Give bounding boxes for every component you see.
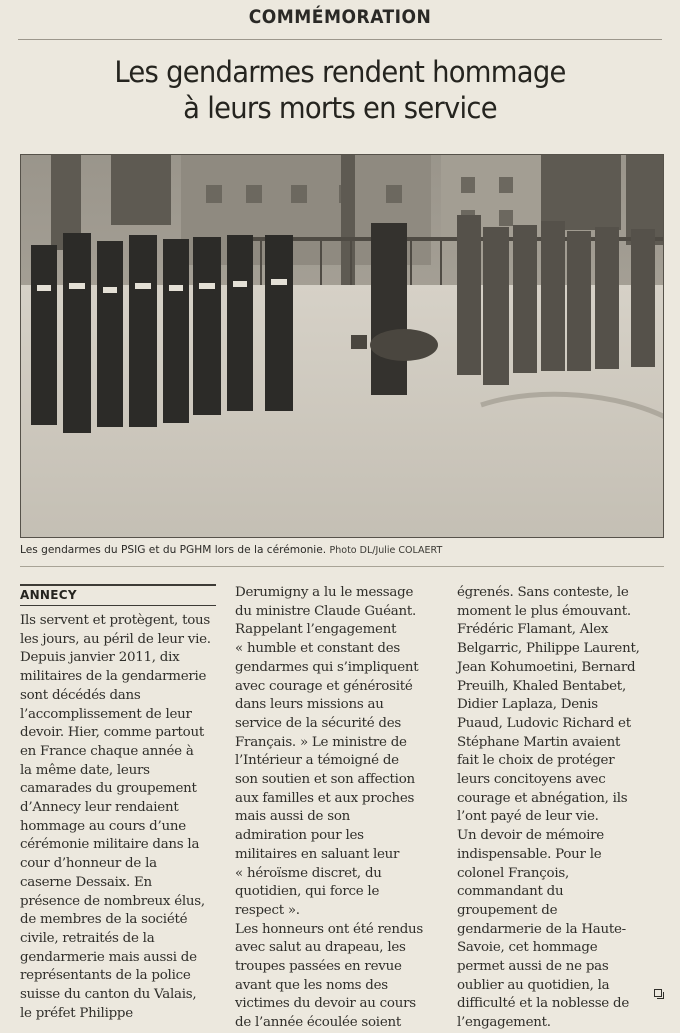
caption-divider xyxy=(20,566,664,567)
ceremony-photo xyxy=(20,154,664,538)
section-kicker: COMMÉMORATION xyxy=(248,6,432,28)
article-column-1: Ils servent et protègent, tous les jours, au péril de leur vie. Depuis janvier 2011, dix militaires de la gendarmerie sont décédés dans l’accomplissement de leur devoir. Hier, comme partout en France chaque année à la même date, leurs camarades du groupement d’Annecy leur rendaient hommage au cours d’une cérémonie militaire dans la cour d’honneur de la caserne Dessaix. En présence de nombreux élus, de membres de la société civile, retraités de la gendarmerie mais aussi de représentants de la police suisse du canton du Valais, le préfet Philippe xyxy=(20,613,211,1021)
headline-line-2: à leurs morts en service xyxy=(183,91,497,125)
kicker-divider xyxy=(18,39,662,40)
article-column-3: égrenés. Sans conteste, le moment le plus émouvant. Frédéric Flamant, Alex Belgarric, Philippe Laurent, Jean Kohumoetini, Bernard Preuilh, Khaled Bentabet, Didier Laplaza, Denis Puaud, Ludovic Richard et Stéphane Martin avaient fait le choix de protéger leurs concitoyens avec courage et abnégation, ils l’ont payé de leur vie. Un devoir de mémoire indispensable. Pour le colonel François, commandant du groupement de gendarmerie de la Haute- Savoie, cet hommage permet aussi de ne pas oublier au quotidien, la difficulté et la noblesse de l’engagement. xyxy=(457,585,640,1031)
caption-text: Les gendarmes du PSIG et du PGHM lors de la cérémonie. xyxy=(20,544,327,556)
photo-credit: Photo DL/Julie COLAERT xyxy=(329,545,443,556)
photo-caption xyxy=(20,544,670,556)
headline-line-1: Les gendarmes rendent hommage xyxy=(114,55,566,89)
headline xyxy=(24,54,656,126)
article-column-2: Derumigny a lu le message du ministre Claude Guéant. Rappelant l’engagement « humble et constant des gendarmes qui s’impliquent avec courage et générosité dans leurs missions au service de la sécurité des Français. » Le ministre de l’Intérieur a témoigné de son soutien et son affection aux familles et aux proches mais aussi de son admiration pour les militaires en saluant leur « héroïsme discret, du quotidien, qui force le respect ». Les honneurs ont été rendus avec salut au drapeau, les troupes passées en revue avant que les noms des victimes du devoir au cours de l’année écoulée soient xyxy=(235,585,424,1031)
end-of-article-icon xyxy=(654,989,662,997)
dateline: ANNECY xyxy=(20,584,216,606)
